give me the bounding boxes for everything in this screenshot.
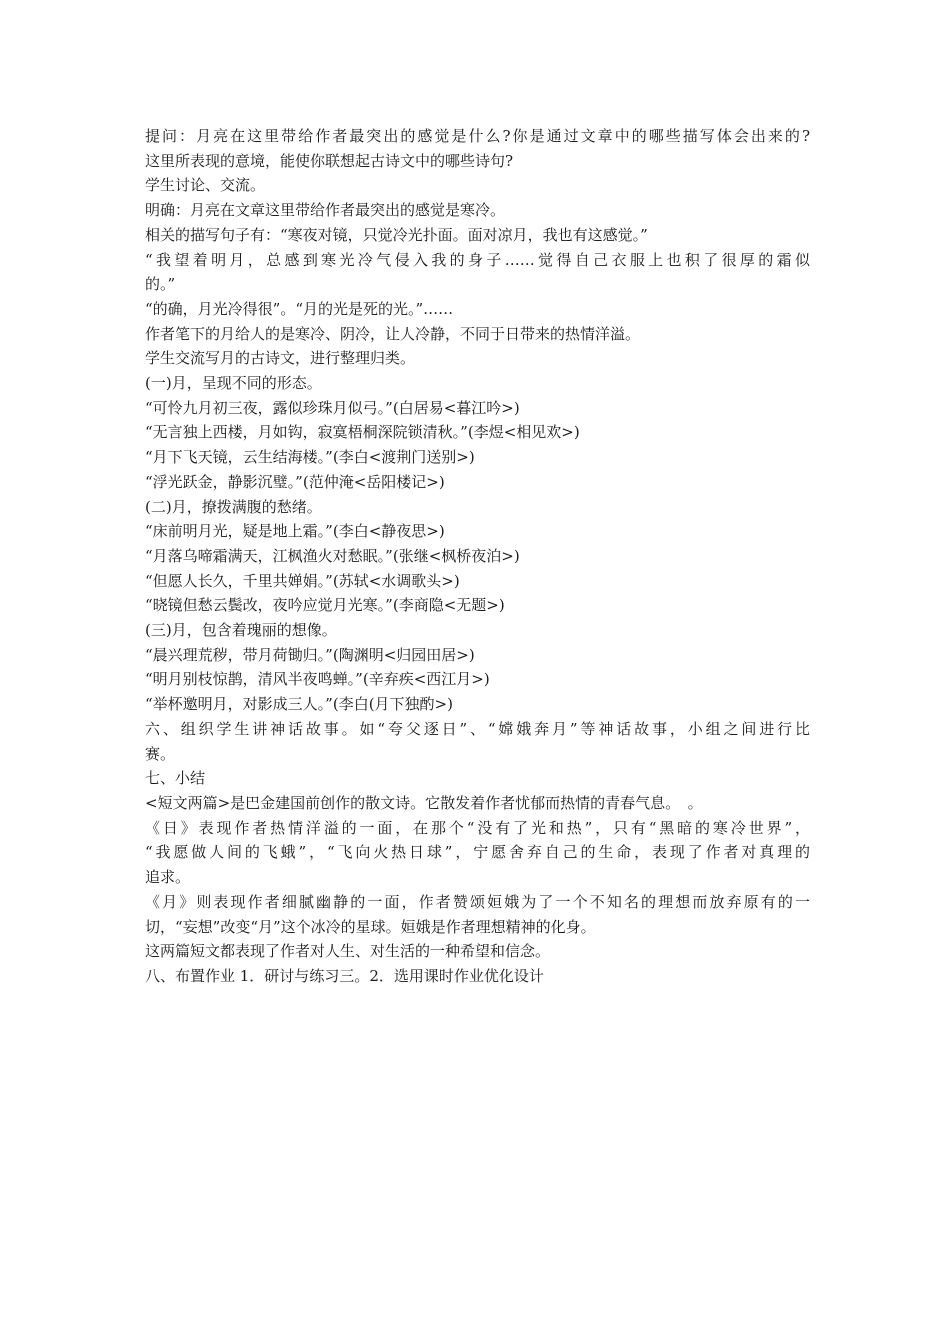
text-line: “床前明月光，疑是地上霜。”(李白<静夜思>) bbox=[145, 522, 445, 541]
text-line: “明月别枝惊鹊，清风半夜鸣蝉。”(辛弃疾<西江月>) bbox=[145, 670, 490, 689]
text-line: 《月》则表现作者细腻幽静的一面，作者赞颂姮娥为了一个不知名的理想而放弃原有的一 bbox=[145, 892, 810, 911]
document-body bbox=[145, 124, 810, 989]
text-line: “无言独上西楼，月如钩，寂寞梧桐深院锁清秋。”(李煜<相见欢>) bbox=[145, 423, 580, 442]
text-line: 提问：月亮在这里带给作者最突出的感觉是什么?你是通过文章中的哪些描写体会出来的? bbox=[145, 127, 810, 145]
text-line: “月下飞天镜，云生结海楼。”(李白<渡荆门送别>) bbox=[145, 448, 475, 467]
text-line: 相关的描写句子有：“寒夜对镜，只觉冷光扑面。面对凉月，我也有这感觉。” bbox=[145, 225, 648, 244]
text-line: 学生讨论、交流。 bbox=[145, 176, 266, 195]
text-line: (三)月，包含着瑰丽的想像。 bbox=[145, 621, 337, 640]
text-line: “我愿做人间的飞蛾”，“飞向火热日球”，宁愿舍弃自己的生命，表现了作者对真理的 bbox=[145, 843, 810, 862]
text-line: “可怜九月初三夜，露似珍珠月似弓。”(白居易<暮江吟>) bbox=[145, 398, 520, 417]
text-line: 《日》表现作者热情洋溢的一面，在那个“没有了光和热”，只有“黑暗的寒冷世界”， bbox=[145, 818, 810, 837]
text-line: 作者笔下的月给人的是寒冷、阴冷，让人冷静，不同于日带来的热情洋溢。 bbox=[145, 324, 641, 343]
text-line: 学生交流写月的古诗文，进行整理归类。 bbox=[145, 349, 416, 368]
text-line: 明确：月亮在文章这里带给作者最突出的感觉是寒冷。 bbox=[145, 201, 506, 220]
text-line: “晓镜但愁云鬓改，夜吟应觉月光寒。”(李商隐<无题>) bbox=[145, 596, 505, 615]
text-line: “月落乌啼霜满天，江枫渔火对愁眠。”(张继<枫桥夜泊>) bbox=[145, 546, 520, 565]
text-line: (二)月，撩拨满腹的愁绪。 bbox=[145, 497, 322, 516]
text-line: “的确，月光冷得很”。“月的光是死的光。”…… bbox=[145, 299, 454, 318]
text-line: 六、组织学生讲神话故事。如“夸父逐日”、“嫦娥奔月”等神话故事，小组之间进行比 bbox=[145, 719, 810, 738]
text-line: 这里所表现的意境，能使你联想起古诗文中的哪些诗句? bbox=[145, 151, 514, 170]
text-line: “但愿人长久，千里共婵娟。”(苏轼<水调歌头>) bbox=[145, 571, 460, 590]
text-line: (一)月，呈现不同的形态。 bbox=[145, 374, 322, 393]
text-line: 切，“妄想”改变“月”这个冰冷的星球。姮娥是作者理想精神的化身。 bbox=[145, 917, 596, 936]
text-line: 追求。 bbox=[145, 868, 191, 887]
text-line: “我望着明月，总感到寒光冷气侵入我的身子……觉得自己衣服上也积了很厚的霜似 bbox=[145, 250, 810, 269]
text-line: “晨兴理荒秽，带月荷锄归。”(陶渊明<归园田居>) bbox=[145, 645, 475, 664]
text-line: 赛。 bbox=[145, 744, 176, 763]
text-line: <短文两篇>是巴金建国前创作的散文诗。它散发着作者忧郁而热情的青春气息。 。 bbox=[145, 793, 703, 812]
text-line: “浮光跃金，静影沉璧。”(范仲淹<岳阳楼记>) bbox=[145, 472, 445, 491]
text-line: 的。” bbox=[145, 275, 176, 294]
text-line: 这两篇短文都表现了作者对人生、对生活的一种希望和信念。 bbox=[145, 942, 551, 961]
text-line: 八、布置作业 1．研讨与练习三。2．选用课时作业优化设计 bbox=[145, 966, 544, 985]
text-line: 七、小结 bbox=[145, 769, 206, 788]
text-line: “举杯邀明月，对影成三人。”(李白(月下独酌>) bbox=[145, 695, 453, 714]
